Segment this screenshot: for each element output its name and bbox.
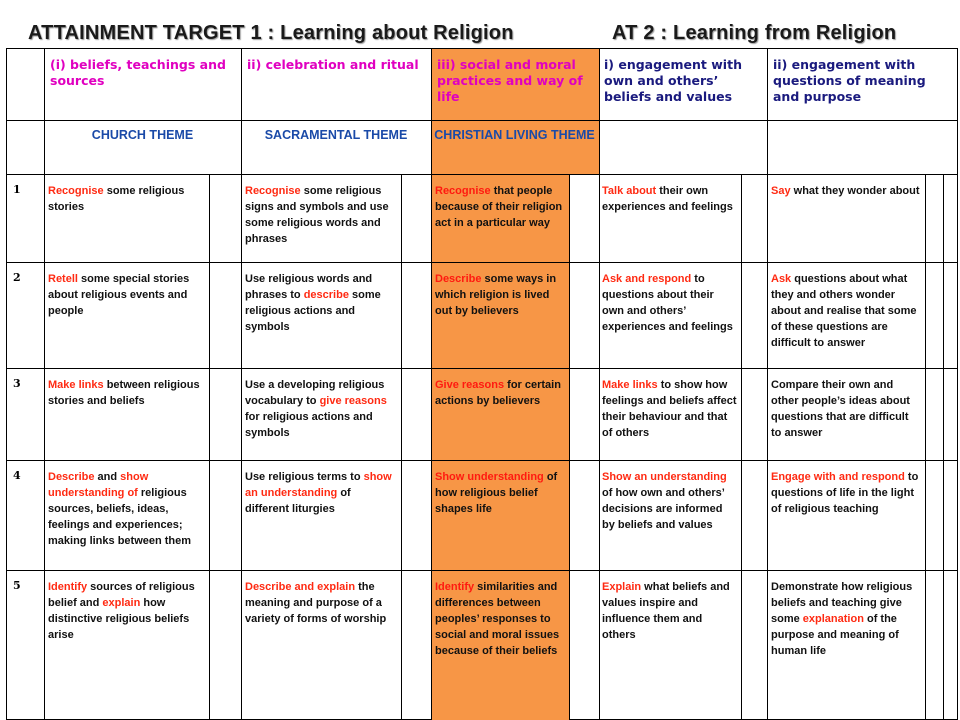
theme-label: [767, 121, 957, 174]
level-number: 5: [13, 579, 21, 592]
level-descriptor: [767, 571, 925, 720]
keyword-verb: Engage with and respond: [771, 471, 905, 483]
descriptor-text: [241, 369, 401, 441]
descriptor-fragment: some religious signs and symbols and use some religious words and phrases: [245, 185, 389, 245]
header-row: [7, 49, 957, 121]
level-descriptor: [44, 369, 209, 460]
keyword-verb: Recognise: [435, 185, 491, 197]
level-descriptor: [241, 571, 401, 720]
descriptor-fragment: some religious actions and symbols: [245, 289, 381, 333]
keyword-verb: Give reasons: [435, 379, 505, 391]
keyword-verb: Describe: [48, 471, 95, 483]
descriptor-fragment: some religious stories: [48, 185, 185, 213]
level-descriptor: [431, 175, 569, 262]
descriptor-text: [241, 263, 401, 335]
keyword-verb: Say: [771, 185, 791, 197]
descriptor-fragment: for religious actions and symbols: [245, 411, 373, 439]
descriptor-text: [44, 461, 209, 549]
descriptor-text: [767, 369, 925, 441]
descriptor-fragment: to show how feelings and beliefs affect their behaviour and that of others: [602, 379, 737, 439]
descriptor-fragment: their own experiences and feelings: [602, 185, 733, 213]
descriptor-fragment: and: [94, 471, 121, 483]
level-descriptor: [431, 369, 569, 460]
descriptor-text: [431, 175, 569, 231]
descriptor-text: [241, 461, 401, 517]
level-number: 1: [13, 183, 21, 196]
level-descriptor: [431, 263, 569, 368]
descriptor-text: [598, 571, 741, 643]
level-row: [7, 369, 957, 461]
level-descriptor: [598, 263, 741, 368]
keyword-verb: explain: [102, 597, 141, 609]
strand-header: i) engagement with own and others’ beliefs and values: [604, 57, 742, 104]
descriptor-fragment: of how own and others’ decisions are informed by beliefs and values: [602, 487, 725, 531]
descriptor-fragment: some ways in which religion is lived out by believers: [435, 273, 557, 317]
keyword-verb: Explain: [602, 581, 642, 593]
descriptor-fragment: Demonstrate how religious beliefs and teaching give some: [771, 581, 913, 625]
descriptor-text: [44, 175, 209, 215]
keyword-verb: Ask: [771, 273, 792, 285]
descriptor-fragment: for certain actions by believers: [435, 379, 561, 407]
keyword-verb: show understanding of: [48, 471, 149, 499]
level-descriptor: [767, 369, 925, 460]
descriptor-fragment: some special stories about religious events and people: [48, 273, 190, 317]
keyword-verb: Show understanding: [435, 471, 544, 483]
keyword-verb: Show an understanding: [602, 471, 727, 483]
descriptor-text: [241, 175, 401, 247]
level-row: [7, 175, 957, 263]
level-descriptor: [598, 369, 741, 460]
descriptor-fragment: of the purpose and meaning of human life: [771, 613, 899, 657]
level-descriptor: [598, 461, 741, 570]
level-descriptor: [431, 461, 569, 570]
level-row: [7, 571, 957, 720]
descriptor-text: [767, 263, 925, 351]
descriptor-fragment: what beliefs and values inspire and influence them and others: [602, 581, 730, 641]
descriptor-fragment: the meaning and purpose of a variety of forms of worship: [245, 581, 387, 625]
attainment-target-2-title: AT 2 : Learning from Religion: [612, 22, 897, 44]
descriptor-fragment: Use religious terms to: [245, 471, 364, 483]
keyword-verb: Identify: [48, 581, 88, 593]
level-descriptor: [767, 175, 925, 262]
descriptor-text: [598, 263, 741, 335]
strand-header: ii) celebration and ritual: [247, 57, 419, 72]
descriptor-fragment: similarities and differences between peoples’ responses to social and moral issues because of their beliefs: [435, 581, 560, 657]
descriptor-fragment: sources of religious belief and: [48, 581, 195, 609]
level-descriptor: [44, 263, 209, 368]
level-descriptor: [44, 461, 209, 570]
descriptor-text: [431, 369, 569, 409]
level-number: 4: [13, 469, 21, 482]
level-descriptor: [431, 571, 569, 720]
descriptor-text: [44, 263, 209, 319]
keyword-verb: give reasons: [319, 395, 387, 407]
keyword-verb: show an understanding: [245, 471, 392, 499]
strand-header: (i) beliefs, teachings and sources: [50, 57, 226, 88]
descriptor-text: [598, 369, 741, 441]
descriptor-fragment: questions about what they and others wonder about and realise that some of these questions are difficult to answer: [771, 273, 917, 349]
descriptor-fragment: religious sources, beliefs, ideas, feelings and experiences; making links between them: [48, 487, 192, 547]
descriptor-text: [44, 571, 209, 643]
keyword-verb: explanation: [802, 613, 864, 625]
descriptor-fragment: that people because of their religion act in a particular way: [435, 185, 563, 229]
level-descriptor: [241, 175, 401, 262]
descriptor-fragment: what they wonder about: [790, 185, 920, 197]
strand-header: ii) engagement with questions of meaning and purpose: [773, 57, 926, 104]
theme-label: SACRAMENTAL THEME: [264, 128, 408, 142]
level-number: 3: [13, 377, 21, 390]
strand-header: iii) social and moral practices and way of life: [437, 57, 583, 104]
level-descriptor: [598, 175, 741, 262]
level-descriptor: [241, 369, 401, 460]
level-number: 2: [13, 271, 21, 284]
theme-label: CHRISTIAN LIVING THEME: [434, 128, 595, 142]
descriptor-fragment: Compare their own and other people’s ideas about questions that are difficult to answer: [771, 379, 910, 439]
title-bar: [0, 0, 960, 48]
descriptor-text: [431, 263, 569, 319]
level-descriptor: [767, 461, 925, 570]
descriptor-fragment: to questions about their own and others’ experiences and feelings: [602, 273, 733, 333]
descriptor-fragment: of different liturgies: [245, 487, 351, 515]
descriptor-text: [241, 571, 401, 627]
descriptor-text: [598, 175, 741, 215]
descriptor-fragment: of how religious belief shapes life: [435, 471, 558, 515]
keyword-verb: describe: [303, 289, 349, 301]
keyword-verb: Describe and explain: [245, 581, 356, 593]
descriptor-fragment: how distinctive religious beliefs arise: [48, 597, 190, 641]
attainment-table: [6, 48, 958, 720]
descriptor-text: [431, 571, 569, 659]
descriptor-text: [598, 461, 741, 533]
keyword-verb: Recognise: [245, 185, 301, 197]
level-descriptor: [241, 461, 401, 570]
theme-label: [598, 121, 767, 174]
descriptor-text: [767, 175, 925, 199]
keyword-verb: Describe: [435, 273, 482, 285]
descriptor-fragment: between religious stories and beliefs: [48, 379, 200, 407]
theme-row: [7, 121, 957, 175]
keyword-verb: Identify: [435, 581, 475, 593]
descriptor-text: [431, 461, 569, 517]
keyword-verb: Make links: [602, 379, 658, 391]
level-row: [7, 461, 957, 571]
level-descriptor: [44, 175, 209, 262]
theme-label: CHURCH THEME: [91, 128, 194, 142]
attainment-target-1-title: ATTAINMENT TARGET 1 : Learning about Religion: [28, 22, 514, 44]
level-row: [7, 263, 957, 369]
keyword-verb: Retell: [48, 273, 78, 285]
descriptor-fragment: Use a developing religious vocabulary to: [245, 379, 385, 407]
keyword-verb: Ask and respond: [602, 273, 692, 285]
descriptor-text: [767, 571, 925, 659]
level-descriptor: [241, 263, 401, 368]
keyword-verb: Recognise: [48, 185, 104, 197]
level-descriptor: [767, 263, 925, 368]
level-descriptor: [44, 571, 209, 720]
descriptor-text: [44, 369, 209, 409]
descriptor-fragment: Use religious words and phrases to: [245, 273, 373, 301]
descriptor-fragment: to questions of life in the light of religious teaching: [771, 471, 919, 515]
keyword-verb: Make links: [48, 379, 104, 391]
level-descriptor: [598, 571, 741, 720]
descriptor-text: [767, 461, 925, 517]
keyword-verb: Talk about: [602, 185, 657, 197]
